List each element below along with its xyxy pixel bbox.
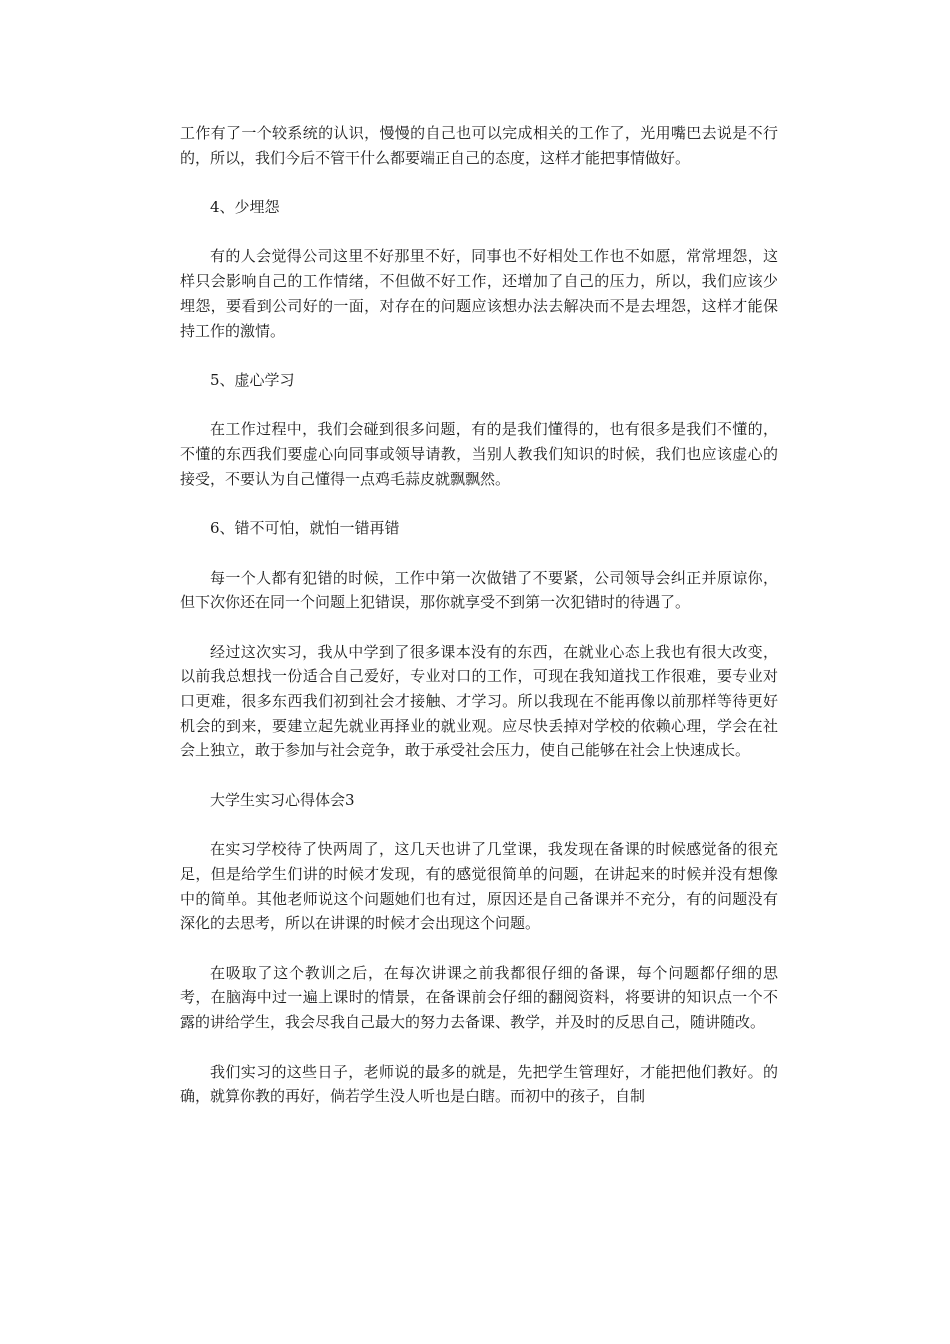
paragraph: 在吸取了这个教训之后，在每次讲课之前我都很仔细的备课，每个问题都仔细的思考，在脑海中过一遍上课时的情景，在备课前会仔细的翻阅资料，将要讲的知识点一个不露的讲给学生，我会尽我自己最大的努力去备课、教学，并及时的反思自己，随讲随改。 <box>180 963 778 1032</box>
paragraph: 在工作过程中，我们会碰到很多问题，有的是我们懂得的，也有很多是我们不懂的，不懂的东西我们要虚心向同事或领导请教，当别人教我们知识的时候，我们也应该虚心的接受，不要认为自己懂得一点鸡毛蒜皮就飘飘然。 <box>180 420 778 488</box>
paragraph-continued: 工作有了一个较系统的认识，慢慢的自己也可以完成相关的工作了，光用嘴巴去说是不行的，所以，我们今后不管干什么都要端正自己的态度，这样才能把事情做好。 <box>180 124 778 167</box>
section-heading-learn-humbly: 5、虚心学习 <box>210 370 295 389</box>
paragraph: 有的人会觉得公司这里不好那里不好，同事也不好相处工作也不如愿，常常埋怨，这样只会影响自己的工作情绪，不但做不好工作，还增加了自己的压力，所以，我们应该少埋怨，要看到公司好的一面，对存在的问题应该想办法去解决而不是去埋怨，这样才能保持工作的激情。 <box>180 247 778 340</box>
section-heading-mistakes: 6、错不可怕，就怕一错再错 <box>210 519 400 538</box>
paragraph: 我们实习的这些日子，老师说的最多的就是，先把学生管理好，才能把他们教好。的确，就算你教的再好，倘若学生没人听也是白瞎。而初中的孩子，自制 <box>180 1062 778 1106</box>
section-heading-complain-less: 4、少埋怨 <box>210 198 280 217</box>
paragraph: 每一个人都有犯错的时候，工作中第一次做错了不要紧，公司领导会纠正并原谅你，但下次你还在同一个问题上犯错误，那你就享受不到第一次犯错时的待遇了。 <box>180 568 778 612</box>
paragraph: 在实习学校待了快两周了，这几天也讲了几堂课，我发现在备课的时候感觉备的很充足，但是给学生们讲的时候才发现，有的感觉很简单的问题，在讲起来的时候并没有想像中的简单。其他老师说这个问题她们也有过，原因还是自己备课并不充分，有的问题没有深化的去思考，所以在讲课的时候才会出现这个问题。 <box>180 840 778 933</box>
document-page <box>180 121 778 1134</box>
paragraph: 经过这次实习，我从中学到了很多课本没有的东西，在就业心态上我也有很大改变，以前我总想找一份适合自己爱好，专业对口的工作，可现在我知道找工作很难，要专业对口更难，很多东西我们初到社会才接触、才学习。所以我现在不能再像以前那样等待更好机会的到来，要建立起先就业再择业的就业观。应尽快丢掉对学校的依赖心理，学会在社会上独立，敢于参加与社会竞争，敢于承受社会压力，使自己能够在社会上快速成长。 <box>180 642 778 760</box>
section-heading-essay-3: 大学生实习心得体会3 <box>210 790 355 809</box>
